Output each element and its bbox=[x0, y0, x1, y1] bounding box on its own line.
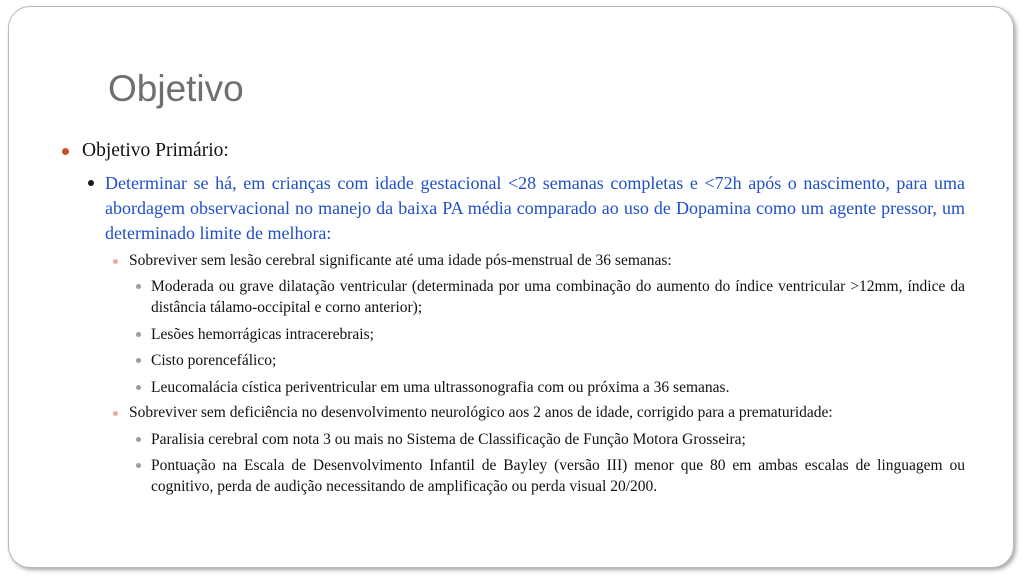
outcome-2-item: Paralisia cerebral com nota 3 ou mais no Sistema de Classificação de Função Motora Grosseira; bbox=[151, 431, 746, 448]
bullet-dot-icon bbox=[136, 463, 141, 468]
outcome-1-item: Moderada ou grave dilatação ventricular (determinada por uma combinação do aumento do índice ventricular >12mm, índice da distância tálamo-occipital e corno anterior); bbox=[151, 278, 965, 316]
bullet-dot-icon bbox=[136, 437, 141, 442]
outcome-2-item: Pontuação na Escala de Desenvolvimento Infantil de Bayley (versão III) menor que 80 em ambas escalas de linguagem ou cognitivo, perda de audição necessitando de amplificação ou perda visual 20/200. bbox=[151, 457, 965, 495]
primary-objective-heading: Objetivo Primário: bbox=[82, 140, 229, 161]
outcome-1-item: Cisto porencefálico; bbox=[151, 352, 277, 369]
bullet-dot-icon bbox=[88, 180, 94, 186]
outcome-1-item: Leucomalácia cística periventricular em uma ultrassonografia com ou próxima a 36 semanas. bbox=[151, 379, 730, 396]
bullet-dot-icon bbox=[136, 358, 141, 363]
outcome-1-label: Sobreviver sem lesão cerebral significante até uma idade pós-menstrual de 36 semanas: bbox=[129, 252, 672, 269]
objective-statement: Determinar se há, em crianças com idade gestacional <28 semanas completas e <72h após o nascimento, para uma abordagem observacional no manejo da baixa PA média comparado ao uso de Dopamina como um agente pressor, um determinado limite de melhora: bbox=[105, 173, 965, 243]
bullet-dot-icon bbox=[62, 148, 69, 155]
outcome-2-label: Sobreviver sem deficiência no desenvolvimento neurológico aos 2 anos de idade, corrigido para a prematuridade: bbox=[129, 404, 833, 421]
bullet-dot-icon bbox=[113, 411, 118, 416]
bullet-dot-icon bbox=[113, 259, 118, 264]
bullet-dot-icon bbox=[136, 284, 141, 289]
slide-title: Objetivo bbox=[108, 68, 244, 109]
bullet-dot-icon bbox=[136, 332, 141, 337]
bullet-dot-icon bbox=[136, 385, 141, 390]
outcome-1-item: Lesões hemorrágicas intracerebrais; bbox=[151, 326, 374, 343]
